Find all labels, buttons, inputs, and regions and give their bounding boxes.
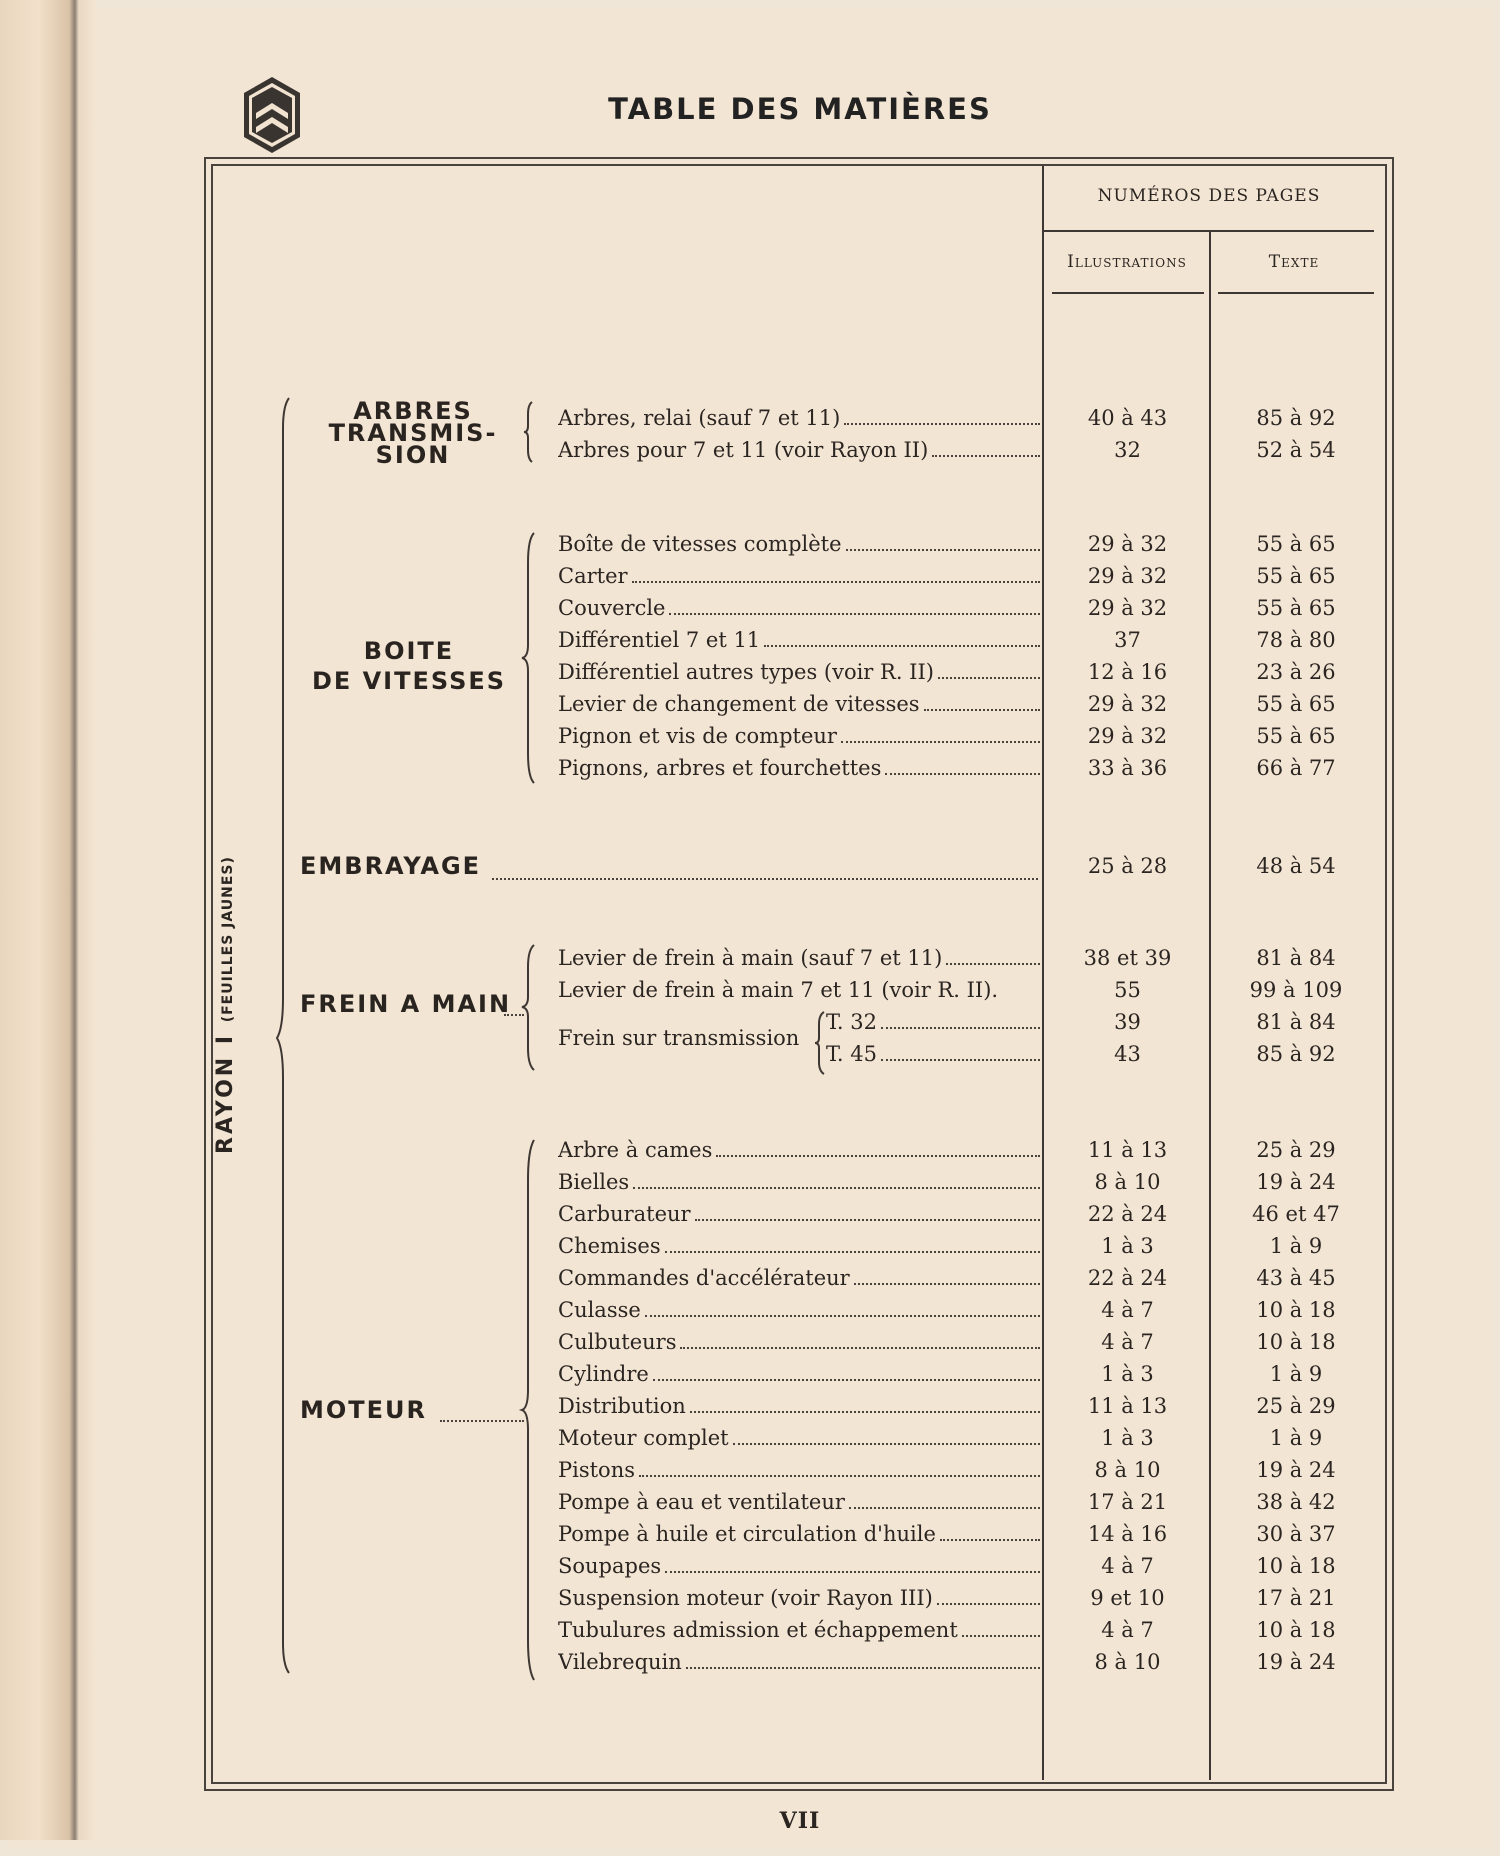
entry-ill: 4 à 7 — [1101, 1330, 1154, 1354]
entry-ill: 55 — [1114, 978, 1141, 1002]
entry-label: Levier de changement de vitesses — [558, 692, 920, 716]
entry-txt: 10 à 18 — [1256, 1330, 1336, 1354]
list-item — [0, 724, 1500, 756]
entry-ill: 37 — [1114, 628, 1141, 652]
entry-ill: 22 à 24 — [1087, 1202, 1168, 1226]
frein-transmission-label: Frein sur transmission — [558, 1026, 800, 1050]
entry-label: Bielles — [558, 1170, 630, 1194]
entry-txt: 99 à 109 — [1249, 978, 1343, 1002]
entry-txt: 10 à 18 — [1256, 1554, 1336, 1578]
entry-txt: 66 à 77 — [1256, 756, 1336, 780]
page-number: VII — [779, 1808, 821, 1834]
entry-ill: 29 à 32 — [1087, 692, 1168, 716]
list-item — [0, 1170, 1500, 1202]
page-title: TABLE DES MATIÈRES — [608, 92, 992, 126]
entry-txt: 85 à 92 — [1256, 406, 1336, 430]
section-frein: FREIN A MAIN — [300, 990, 512, 1018]
entry-ill: 43 — [1114, 1042, 1141, 1066]
entry-label: Couvercle — [558, 596, 666, 620]
entry-label: Soupapes — [558, 1554, 662, 1578]
header-rule-ill — [1052, 292, 1204, 294]
header-illustrations: Illustrations — [1067, 252, 1187, 272]
list-item — [0, 406, 1500, 438]
entry-label: Chemises — [558, 1234, 661, 1258]
entry-txt: 78 à 80 — [1256, 628, 1336, 652]
entry-ill: 8 à 10 — [1094, 1170, 1161, 1194]
embrayage-ill: 25 à 28 — [1087, 854, 1168, 878]
entry-ill: 9 et 10 — [1090, 1586, 1165, 1610]
header-rule-top — [1044, 230, 1374, 232]
entry-txt: 19 à 24 — [1256, 1458, 1336, 1482]
entry-ill: 4 à 7 — [1101, 1298, 1154, 1322]
entry-txt: 55 à 65 — [1256, 692, 1336, 716]
entry-ill: 1 à 3 — [1101, 1426, 1154, 1450]
entry-txt: 25 à 29 — [1256, 1138, 1336, 1162]
entry-label: Levier de frein à main 7 et 11 (voir R. II). — [558, 978, 999, 1002]
section-embrayage: EMBRAYAGE — [300, 852, 482, 880]
entry-txt: 19 à 24 — [1256, 1650, 1336, 1674]
list-item — [0, 1042, 1500, 1074]
entry-txt: 38 à 42 — [1256, 1490, 1336, 1514]
section-boite-line1: BOITE — [363, 637, 455, 665]
list-item — [0, 1394, 1500, 1426]
entry-txt: 23 à 26 — [1256, 660, 1336, 684]
entry-ill: 22 à 24 — [1087, 1266, 1168, 1290]
list-item — [0, 692, 1500, 724]
entry-label: Pompe à huile et circulation d'huile — [558, 1522, 936, 1546]
entry-ill: 39 — [1114, 1010, 1141, 1034]
entry-label: Carter — [558, 564, 628, 588]
list-item — [0, 978, 1500, 1010]
list-item — [0, 438, 1500, 470]
list-item — [0, 756, 1500, 788]
entry-txt: 55 à 65 — [1256, 564, 1336, 588]
entry-txt: 30 à 37 — [1256, 1522, 1336, 1546]
list-item — [0, 660, 1500, 692]
entry-label: Culasse — [558, 1298, 641, 1322]
entry-ill: 29 à 32 — [1087, 564, 1168, 588]
entry-txt: 25 à 29 — [1256, 1394, 1336, 1418]
entry-txt: 1 à 9 — [1269, 1426, 1323, 1450]
section-arbres-line1: ARBRES — [353, 397, 473, 425]
entry-ill: 29 à 32 — [1087, 532, 1168, 556]
entry-ill: 33 à 36 — [1087, 756, 1168, 780]
entry-ill: 4 à 7 — [1101, 1618, 1154, 1642]
entry-label: Distribution — [558, 1394, 686, 1418]
list-item — [0, 1202, 1500, 1234]
list-item — [0, 1426, 1500, 1458]
entry-label: T. 32 — [826, 1010, 877, 1034]
entry-label: Arbres, relai (sauf 7 et 11) — [558, 406, 841, 430]
entry-label: Vilebrequin — [558, 1650, 682, 1674]
header-texte: Texte — [1268, 252, 1320, 272]
entry-txt: 81 à 84 — [1256, 1010, 1336, 1034]
entry-txt: 52 à 54 — [1256, 438, 1336, 462]
entry-ill: 38 et 39 — [1083, 946, 1172, 970]
section-arbres-line2: TRANSMIS- — [328, 419, 498, 447]
embrayage-leader — [492, 858, 1038, 880]
list-item — [0, 1586, 1500, 1618]
list-item — [0, 564, 1500, 596]
list-item — [0, 596, 1500, 628]
list-item — [0, 1650, 1500, 1682]
side-label-sub: (FEUILLES JAUNES) — [220, 856, 236, 1023]
list-item — [0, 1234, 1500, 1266]
entry-txt: 55 à 65 — [1256, 596, 1336, 620]
entry-label: Commandes d'accélérateur — [558, 1266, 850, 1290]
list-item — [0, 946, 1500, 978]
entry-label: Culbuteurs — [558, 1330, 677, 1354]
entry-label: Moteur complet — [558, 1426, 729, 1450]
entry-ill: 11 à 13 — [1087, 1394, 1168, 1418]
entry-ill: 29 à 32 — [1087, 724, 1168, 748]
list-item — [0, 1554, 1500, 1586]
list-item — [0, 1490, 1500, 1522]
list-item — [0, 1298, 1500, 1330]
entry-label: Boîte de vitesses complète — [558, 532, 842, 556]
entry-txt: 10 à 18 — [1256, 1618, 1336, 1642]
entry-txt: 1 à 9 — [1269, 1234, 1323, 1258]
entry-txt: 46 et 47 — [1252, 1202, 1340, 1226]
entry-label: Tubulures admission et échappement — [558, 1618, 958, 1642]
entry-txt: 17 à 21 — [1256, 1586, 1336, 1610]
entry-ill: 29 à 32 — [1087, 596, 1168, 620]
side-label-main: RAYON I — [213, 1032, 238, 1154]
header-rule-txt — [1218, 292, 1374, 294]
entry-ill: 11 à 13 — [1087, 1138, 1168, 1162]
entry-ill: 12 à 16 — [1087, 660, 1168, 684]
entry-label: Différentiel autres types (voir R. II) — [558, 660, 934, 684]
entry-txt: 19 à 24 — [1256, 1170, 1336, 1194]
entry-label: Suspension moteur (voir Rayon III) — [558, 1586, 933, 1610]
section-moteur: MOTEUR — [300, 1396, 428, 1424]
entry-txt: 43 à 45 — [1256, 1266, 1336, 1290]
entry-txt: 55 à 65 — [1256, 532, 1336, 556]
list-item — [0, 1138, 1500, 1170]
entry-ill: 1 à 3 — [1101, 1362, 1154, 1386]
list-item — [0, 1618, 1500, 1650]
entry-label: Pignon et vis de compteur — [558, 724, 837, 748]
entry-label: Arbres pour 7 et 11 (voir Rayon II) — [558, 438, 929, 462]
entry-label: Pistons — [558, 1458, 636, 1482]
entry-label: Pompe à eau et ventilateur — [558, 1490, 845, 1514]
entry-label: Cylindre — [558, 1362, 649, 1386]
entry-label: Carburateur — [558, 1202, 691, 1226]
entry-ill: 14 à 16 — [1087, 1522, 1168, 1546]
entry-ill: 32 — [1114, 438, 1141, 462]
double-chevron-logo — [240, 75, 304, 155]
list-item — [0, 1266, 1500, 1298]
list-item — [0, 532, 1500, 564]
entry-label: Pignons, arbres et fourchettes — [558, 756, 882, 780]
entry-txt: 85 à 92 — [1256, 1042, 1336, 1066]
entry-txt: 55 à 65 — [1256, 724, 1336, 748]
section-arbres-line3: SION — [375, 441, 451, 469]
list-item — [0, 1010, 1500, 1042]
entry-label: Arbre à cames — [558, 1138, 713, 1162]
entry-ill: 1 à 3 — [1101, 1234, 1154, 1258]
entry-ill: 40 à 43 — [1087, 406, 1168, 430]
list-item — [0, 1330, 1500, 1362]
entry-ill: 8 à 10 — [1094, 1650, 1161, 1674]
list-item — [0, 1522, 1500, 1554]
entry-ill: 17 à 21 — [1087, 1490, 1168, 1514]
entry-label: T. 45 — [826, 1042, 877, 1066]
entry-ill: 4 à 7 — [1101, 1554, 1154, 1578]
header-page-numbers: NUMÉROS DES PAGES — [1097, 186, 1321, 206]
list-item — [0, 1362, 1500, 1394]
embrayage-txt: 48 à 54 — [1256, 854, 1336, 878]
entry-txt: 81 à 84 — [1256, 946, 1336, 970]
list-item — [0, 1458, 1500, 1490]
list-item — [0, 628, 1500, 660]
entry-label: Différentiel 7 et 11 — [558, 628, 761, 652]
entry-txt: 10 à 18 — [1256, 1298, 1336, 1322]
section-boite-line2: DE VITESSES — [311, 667, 507, 695]
entry-label: Levier de frein à main (sauf 7 et 11) — [558, 946, 943, 970]
entry-txt: 1 à 9 — [1269, 1362, 1323, 1386]
entry-ill: 8 à 10 — [1094, 1458, 1161, 1482]
